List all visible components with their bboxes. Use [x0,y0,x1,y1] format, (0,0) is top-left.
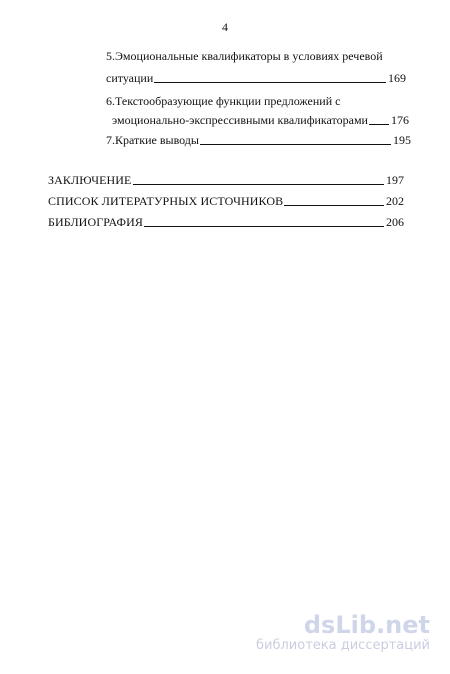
toc-leader-line [144,226,384,227]
toc-leader-line [133,184,385,185]
toc-page-number: 195 [393,133,411,147]
toc-page-number: 202 [386,194,404,208]
toc-leader-line [284,205,384,206]
page-number: 4 [222,20,228,34]
watermark-subtitle: библиотека диссертаций [256,638,430,653]
toc-entry-7 [106,132,411,148]
toc-entry-5-title [106,48,396,64]
toc-page-number: 206 [386,215,404,229]
toc-entry-label: ситуации [106,71,154,85]
toc-entry-label: эмоционально-экспрессивными квалификаторами [112,113,368,127]
toc-entry-label: ЗАКЛЮЧЕНИЕ [48,173,132,187]
toc-page-number: 169 [388,71,406,85]
toc-leader-line [200,144,391,145]
toc-entry-label: БИБЛИОГРАФИЯ [48,215,143,229]
toc-page-number: 176 [391,113,409,127]
toc-entry-6-title [106,93,386,109]
toc-entry-label: СПИСОК ЛИТЕРАТУРНЫХ ИСТОЧНИКОВ [48,194,284,208]
watermark-logo: dsLib.net [303,611,430,639]
toc-main-references [48,193,404,209]
toc-leader-line [369,124,389,125]
toc-main-conclusion [48,172,404,188]
watermark [256,612,430,654]
toc-entry-label: 5.Эмоциональные квалификаторы в условиях речевой [106,49,383,63]
toc-entry-label: 7.Краткие выводы [106,133,199,147]
toc-entry-5 [106,70,406,86]
toc-entry-6 [112,112,409,128]
toc-page-number: 197 [386,173,404,187]
toc-main-bibliography [48,214,404,230]
toc-entry-label: 6.Текстообразующие функции предложений с [106,94,341,108]
toc-leader-line [154,82,386,83]
